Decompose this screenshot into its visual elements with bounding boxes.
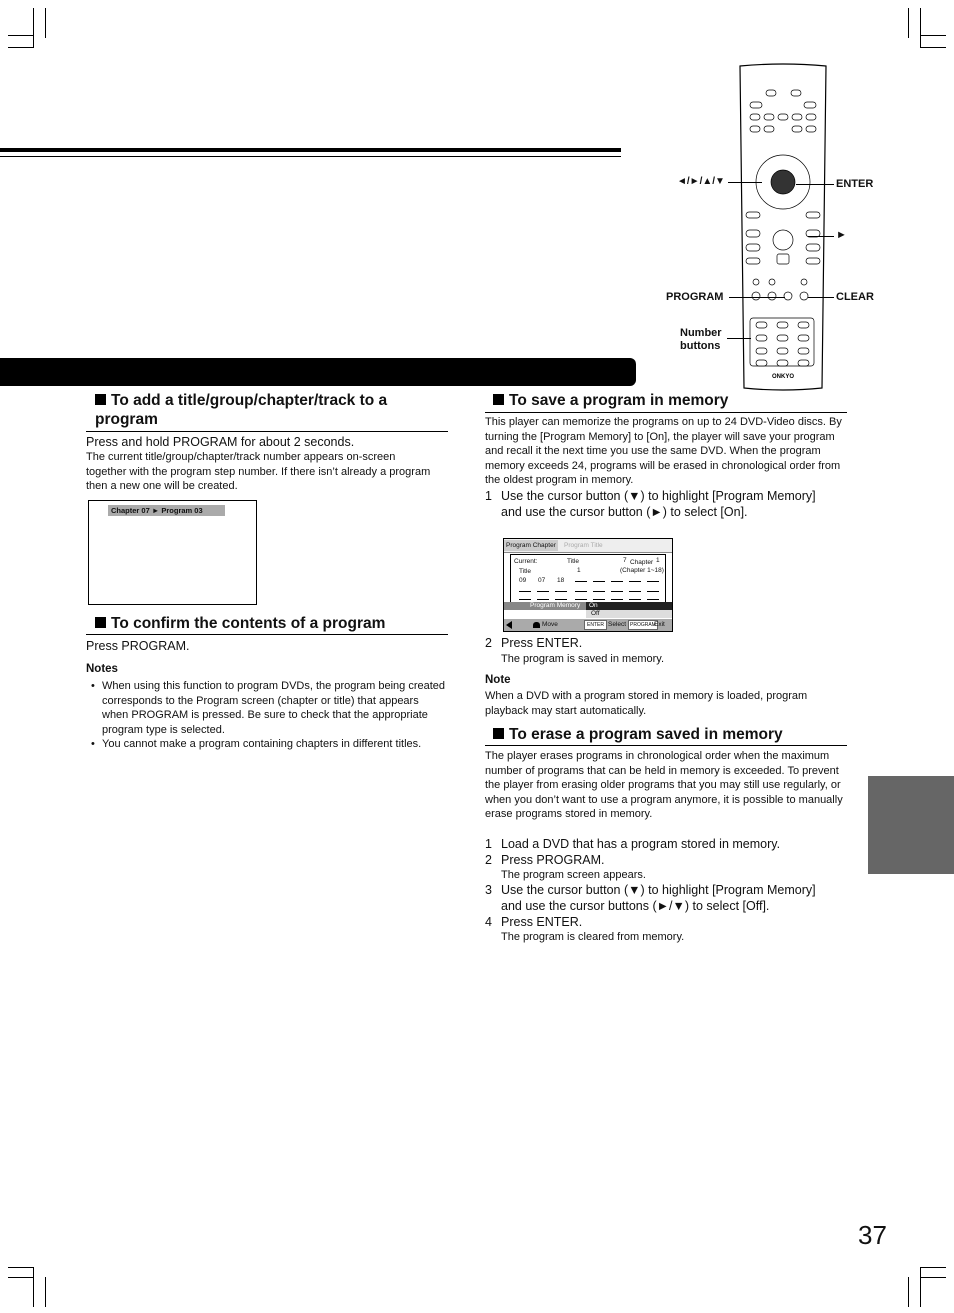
step-number: 2 xyxy=(485,853,492,867)
osd-chapter-num: 1 xyxy=(656,557,660,564)
header-rule xyxy=(0,148,621,152)
note-item: • You cannot make a program containing chapters in different titles. xyxy=(102,737,448,752)
erase-step-2-sub: The program screen appears. xyxy=(501,869,646,881)
osd-move-label: Move xyxy=(542,621,558,628)
step-number: 3 xyxy=(485,883,492,897)
enter-callout: ENTER xyxy=(836,178,874,190)
osd-select-label: Select xyxy=(608,621,627,628)
memory-on-option[interactable]: On xyxy=(586,602,672,610)
enter-leader xyxy=(796,184,834,185)
step-text: Load a DVD that has a program stored in memory. xyxy=(501,837,781,851)
osd-title-col: Title xyxy=(519,568,532,575)
add-rule xyxy=(86,431,448,432)
osd-title-label: Title xyxy=(567,558,580,565)
program-memory-label: Program Memory xyxy=(530,602,581,609)
move-icon xyxy=(533,622,540,628)
cursor-leader xyxy=(728,182,762,183)
osd-value-3: 18 xyxy=(557,577,565,584)
remote-brand: ONKYO xyxy=(771,374,795,380)
notes-heading: Notes xyxy=(86,663,118,675)
add-lead: Press and hold PROGRAM for about 2 seconds. xyxy=(86,435,355,449)
confirm-rule xyxy=(86,634,448,635)
add-osd-bar: Chapter 07 ► Program 03 xyxy=(108,505,225,516)
osd-footer xyxy=(504,619,672,631)
osd-chapter-count: 7 xyxy=(623,557,627,564)
number-buttons-callout: Number buttons xyxy=(680,327,722,352)
erase-step-3 xyxy=(485,882,835,914)
osd-value-1: 09 xyxy=(519,577,527,584)
tab-program-chapter[interactable]: Program Chapter xyxy=(506,542,556,549)
osd-chapter-range: (Chapter 1~18) xyxy=(620,567,664,574)
osd-title-num: 1 xyxy=(577,567,581,574)
erase-step-1 xyxy=(485,836,835,852)
add-body: The current title/group/chapter/track number appears on-screen together with the program step number. If there isn’t already a program then a new one will be created. xyxy=(86,451,431,492)
save-step-1 xyxy=(485,488,835,520)
confirm-lead: Press PROGRAM. xyxy=(86,639,190,653)
note-item: • When using this function to program DVDs, the program being created corresponds to the Program screen (chapter or title) that appears when PROGRAM is pressed. Be sure to check that the appropriate program type is selected. xyxy=(102,679,448,737)
add-section xyxy=(95,391,447,429)
back-arrow-icon xyxy=(506,621,512,629)
osd-program-list xyxy=(510,554,666,603)
osd-tabs xyxy=(504,539,672,553)
confirm-section xyxy=(95,614,447,633)
section-band xyxy=(0,358,636,386)
header-rule-thin xyxy=(0,156,621,157)
memory-off-option[interactable]: Off xyxy=(586,610,672,618)
save-note-heading: Note xyxy=(485,674,511,686)
confirm-heading: To confirm the contents of a program xyxy=(95,614,447,633)
osd-exit-label: Exit xyxy=(654,621,665,628)
notes-list xyxy=(86,679,448,752)
step-number: 2 xyxy=(485,636,492,650)
erase-body: The player erases programs in chronological order when the maximum number of programs that can be held in memory is exceeded. To prevent the player from erasing older programs that you may still use regularly, or when you don’t want to use a program anymore, it is possible to manually erase programs stored in memory. xyxy=(485,750,843,820)
step-number: 1 xyxy=(485,837,492,851)
program-osd-screen xyxy=(503,538,673,632)
step-text: Use the cursor button (▼) to highlight [Program Memory] and use the cursor buttons (►/▼) to select [Off]. xyxy=(501,883,816,913)
save-section xyxy=(493,391,847,410)
number-leader xyxy=(727,338,751,339)
add-osd-screen xyxy=(88,500,257,605)
erase-step-4 xyxy=(485,914,835,930)
save-step-2 xyxy=(485,635,835,651)
step-text: Press ENTER. xyxy=(501,915,583,929)
chapter-tab xyxy=(868,776,954,874)
play-leader xyxy=(808,236,834,237)
clear-callout: CLEAR xyxy=(836,291,874,303)
osd-chapter-label: Chapter xyxy=(630,559,654,566)
step-text: Press ENTER. xyxy=(501,636,583,650)
osd-value-2: 07 xyxy=(538,577,546,584)
erase-step-4-sub: The program is cleared from memory. xyxy=(501,931,685,943)
program-memory-row[interactable] xyxy=(504,602,672,610)
tab-program-title[interactable]: Program Title xyxy=(564,542,603,549)
page-number: 37 xyxy=(858,1220,887,1250)
save-step-2-sub: The program is saved in memory. xyxy=(501,653,665,665)
step-number: 4 xyxy=(485,915,492,929)
remote-control-illustration xyxy=(736,62,830,392)
step-number: 1 xyxy=(485,489,492,503)
program-callout: PROGRAM xyxy=(666,291,724,303)
osd-enter-key: ENTER xyxy=(584,620,607,630)
erase-section xyxy=(493,725,847,744)
erase-heading: To erase a program saved in memory xyxy=(493,725,847,744)
save-rule xyxy=(485,412,847,413)
add-heading: To add a title/group/chapter/track to a program xyxy=(95,392,388,428)
play-callout: ► xyxy=(836,229,847,241)
save-body: This player can memorize the programs on up to 24 DVD-Video discs. By turning the [Program Memory] to [On], the player will save your program and recall it the next time you use the same DVD. When the program memory exceeds 24, programs will be erased in chronological order from the oldest program in memory. xyxy=(485,416,842,486)
erase-step-2 xyxy=(485,852,835,868)
clear-leader xyxy=(808,297,834,298)
save-note-body: When a DVD with a program stored in memory is loaded, program playback may start automatically. xyxy=(485,690,808,717)
step-text: Press PROGRAM. xyxy=(501,853,605,867)
program-leader xyxy=(729,297,785,298)
erase-rule xyxy=(485,745,847,746)
osd-program-key: PROGRAM xyxy=(630,622,656,628)
cursor-callout: ◄/►/▲/▼ xyxy=(677,176,725,187)
save-heading: To save a program in memory xyxy=(493,391,847,410)
osd-current-label: Current: xyxy=(514,558,538,565)
step-text: Use the cursor button (▼) to highlight [Program Memory] and use the cursor button (►) to select [On]. xyxy=(501,489,816,519)
